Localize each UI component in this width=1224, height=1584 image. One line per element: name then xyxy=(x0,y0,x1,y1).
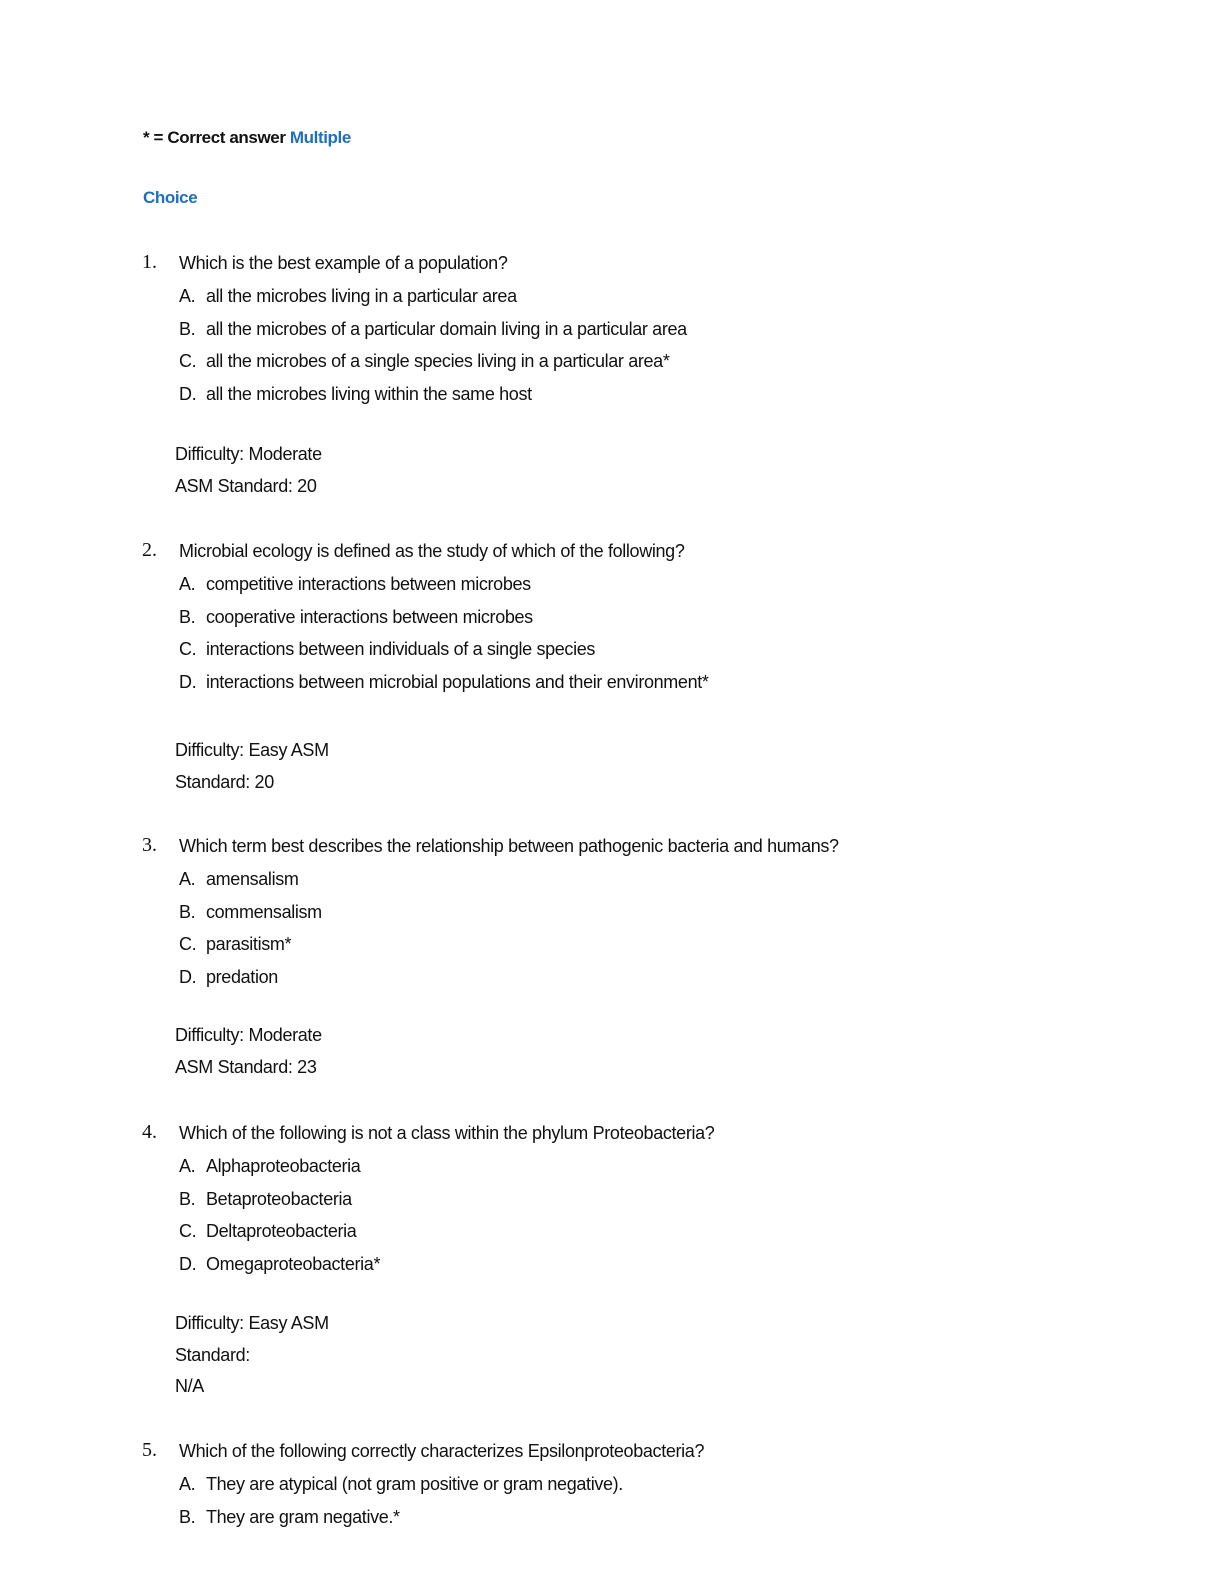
section-title-part-1: Multiple xyxy=(289,128,351,147)
choice-list xyxy=(179,1154,380,1284)
choice-item xyxy=(179,1505,623,1538)
choice-item xyxy=(179,670,709,703)
choice-item xyxy=(179,867,322,900)
choice-text: Deltaproteobacteria xyxy=(206,1221,357,1241)
choice-item xyxy=(179,1252,380,1285)
choice-list xyxy=(179,1472,623,1537)
choice-text: They are gram negative.* xyxy=(206,1506,400,1527)
choice-text: amensalism xyxy=(206,869,299,889)
question-meta xyxy=(175,439,322,502)
choice-text: all the microbes living within the same host xyxy=(206,383,532,404)
choice-letter: D. xyxy=(179,966,197,987)
question-meta xyxy=(175,1308,329,1403)
question-text: Which is the best example of a population? xyxy=(179,253,508,273)
question-text: Which of the following is not a class within the phylum Proteobacteria? xyxy=(179,1123,715,1143)
answer-key-line xyxy=(143,128,351,148)
question-number: 5. xyxy=(142,1439,157,1461)
question-number: 1. xyxy=(142,251,157,273)
choice-item xyxy=(179,637,709,670)
question-meta xyxy=(175,1020,322,1083)
standard-line: Standard: 20 xyxy=(175,771,274,792)
standard-line: Standard: xyxy=(175,1344,250,1365)
choice-letter: B. xyxy=(179,1188,196,1209)
choice-text: They are atypical (not gram positive or gram negative). xyxy=(206,1474,623,1494)
choice-item xyxy=(179,317,687,350)
choice-letter: B. xyxy=(179,606,196,627)
choice-item xyxy=(179,965,322,998)
difficulty-line: Difficulty: Easy ASM xyxy=(175,1313,329,1333)
choice-text: Alphaproteobacteria xyxy=(206,1156,361,1176)
difficulty-line: Difficulty: Moderate xyxy=(175,444,322,464)
choice-list xyxy=(179,867,322,997)
choice-item xyxy=(179,932,322,965)
question-number: 4. xyxy=(142,1121,157,1143)
difficulty-line: Difficulty: Moderate xyxy=(175,1025,322,1045)
question-text: Which of the following correctly characterizes Epsilonproteobacteria? xyxy=(179,1441,705,1461)
question-meta xyxy=(175,735,329,798)
choice-letter: C. xyxy=(179,351,197,371)
choice-text: Betaproteobacteria xyxy=(206,1188,352,1209)
choice-list xyxy=(179,572,709,702)
question-number: 3. xyxy=(142,834,157,856)
choice-letter: C. xyxy=(179,1221,197,1241)
choice-text: commensalism xyxy=(206,901,322,922)
choice-text: all the microbes of a particular domain living in a particular area xyxy=(206,318,687,339)
choice-letter: A. xyxy=(179,869,196,889)
standard-line: ASM Standard: 23 xyxy=(175,1056,317,1077)
choice-text: Omegaproteobacteria* xyxy=(206,1253,381,1274)
choice-letter: D. xyxy=(179,671,197,692)
choice-letter: C. xyxy=(179,934,197,954)
question-number: 2. xyxy=(142,539,157,561)
choice-item xyxy=(179,572,709,605)
choice-text: all the microbes living in a particular area xyxy=(206,286,517,306)
choice-letter: B. xyxy=(179,901,196,922)
choice-item xyxy=(179,349,687,382)
choice-letter: D. xyxy=(179,1253,197,1274)
choice-letter: A. xyxy=(179,574,196,594)
choice-letter: A. xyxy=(179,286,196,306)
choice-letter: B. xyxy=(179,318,196,339)
choice-item xyxy=(179,605,709,638)
choice-letter: B. xyxy=(179,1506,196,1527)
choice-text: predation xyxy=(206,966,278,987)
choice-text: interactions between individuals of a single species xyxy=(206,639,596,659)
choice-text: cooperative interactions between microbes xyxy=(206,606,533,627)
difficulty-line: Difficulty: Easy ASM xyxy=(175,740,329,760)
choice-item xyxy=(179,284,687,317)
answer-key-label: * = Correct answer xyxy=(143,128,286,147)
choice-item xyxy=(179,1472,623,1505)
choice-letter: A. xyxy=(179,1474,196,1494)
standard-line: ASM Standard: 20 xyxy=(175,475,317,496)
choice-list xyxy=(179,284,687,414)
choice-item xyxy=(179,1219,380,1252)
choice-item xyxy=(179,1154,380,1187)
choice-letter: A. xyxy=(179,1156,196,1176)
choice-text: interactions between microbial populations and their environment* xyxy=(206,671,709,692)
section-title-part-2: Choice xyxy=(143,188,198,207)
choice-text: competitive interactions between microbes xyxy=(206,574,531,594)
choice-item xyxy=(179,900,322,933)
question-text: Which term best describes the relationship between pathogenic bacteria and humans? xyxy=(179,836,839,856)
choice-text: all the microbes of a single species living in a particular area* xyxy=(206,351,670,371)
standard-value-line: N/A xyxy=(175,1376,204,1396)
choice-item xyxy=(179,1187,380,1220)
choice-text: parasitism* xyxy=(206,934,292,954)
choice-letter: D. xyxy=(179,383,197,404)
question-text: Microbial ecology is defined as the study of which of the following? xyxy=(179,541,685,561)
choice-letter: C. xyxy=(179,639,197,659)
choice-item xyxy=(179,382,687,415)
